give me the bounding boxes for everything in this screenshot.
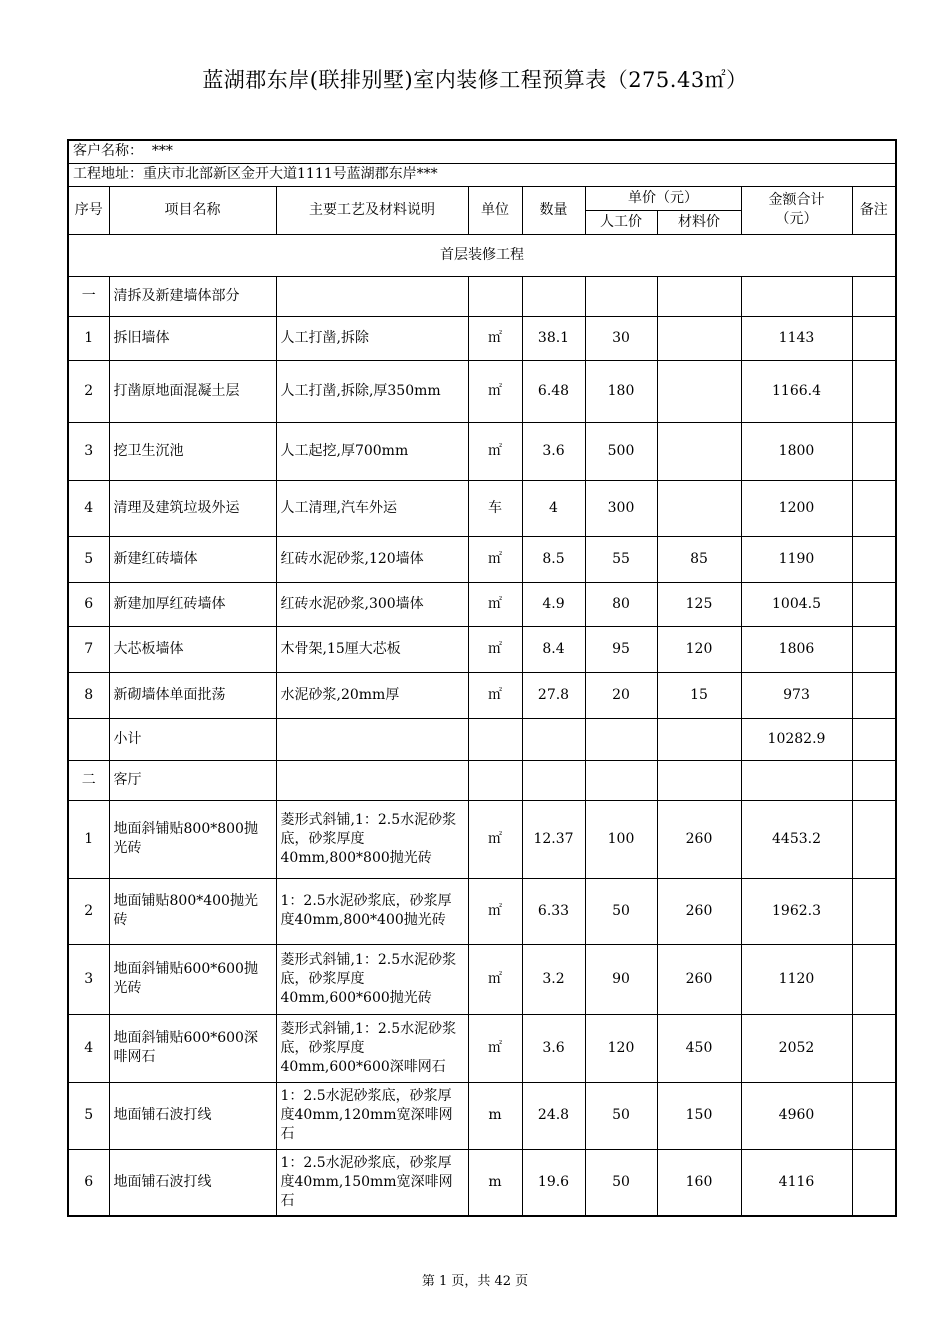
cell-qty: 8.4: [522, 626, 585, 672]
empty-cell: [585, 718, 657, 760]
cell-material: [657, 480, 741, 536]
cell-desc: 1：2.5水泥砂浆底，砂浆厚度40mm,120mm宽深啡网石: [276, 1082, 468, 1149]
cell-name: 拆旧墙体: [109, 316, 276, 360]
group-name: 客厅: [109, 760, 276, 800]
cell-total: 4453.2: [741, 800, 852, 878]
cell-labor: 55: [585, 536, 657, 582]
table-row: [68, 800, 896, 878]
cell-name: 地面铺石波打线: [109, 1149, 276, 1216]
header-desc: 主要工艺及材料说明: [276, 186, 468, 234]
cell-desc: 人工打凿,拆除,厚350mm: [276, 360, 468, 422]
cell-total: 4960: [741, 1082, 852, 1149]
cell-material: 125: [657, 582, 741, 626]
page-footer: 第 1 页，共 42 页: [421, 1274, 529, 1289]
cell-unit: m: [468, 1149, 522, 1216]
cell-desc: 菱形式斜铺,1：2.5水泥砂浆底，砂浆厚度40mm,800*800抛光砖: [276, 800, 468, 878]
cell-total: 1120: [741, 944, 852, 1014]
customer-value: ***: [151, 143, 173, 160]
header-labor: 人工价: [585, 210, 657, 234]
cell-seq: 3: [68, 944, 109, 1014]
cell-seq: 4: [68, 1014, 109, 1082]
cell-qty: 6.48: [522, 360, 585, 422]
cell-seq: 2: [68, 360, 109, 422]
cell-unit: ㎡: [468, 1014, 522, 1082]
section-title: 首层装修工程: [68, 234, 896, 276]
cell-seq: 3: [68, 422, 109, 480]
cell-remark: [852, 800, 896, 878]
cell-qty: 24.8: [522, 1082, 585, 1149]
table-row: [68, 360, 896, 422]
empty-cell: [522, 760, 585, 800]
cell-unit: ㎡: [468, 422, 522, 480]
empty-cell: [468, 276, 522, 316]
header-remark: 备注: [852, 186, 896, 234]
cell-labor: 50: [585, 1082, 657, 1149]
cell-labor: 50: [585, 878, 657, 944]
cell-name: 地面铺贴800*400抛光砖: [109, 878, 276, 944]
table-row: [68, 878, 896, 944]
empty-cell: [276, 760, 468, 800]
cell-seq: 8: [68, 672, 109, 718]
cell-material: [657, 360, 741, 422]
cell-remark: [852, 1082, 896, 1149]
cell-name: 挖卫生沉池: [109, 422, 276, 480]
cell-unit: 车: [468, 480, 522, 536]
cell-unit: ㎡: [468, 316, 522, 360]
cell-qty: 4.9: [522, 582, 585, 626]
cell-remark: [852, 1014, 896, 1082]
empty-cell: [276, 276, 468, 316]
cell-material: 85: [657, 536, 741, 582]
cell-unit: ㎡: [468, 582, 522, 626]
cell-total: 2052: [741, 1014, 852, 1082]
header-unit-price: 单价（元）: [585, 186, 741, 210]
cell-total: 1800: [741, 422, 852, 480]
group-name: 清拆及新建墙体部分: [109, 276, 276, 316]
empty-cell: [468, 718, 522, 760]
cell-material: 160: [657, 1149, 741, 1216]
cell-labor: 20: [585, 672, 657, 718]
table-row: [68, 316, 896, 360]
cell-labor: 120: [585, 1014, 657, 1082]
table-row: [68, 582, 896, 626]
header-qty: 数量: [522, 186, 585, 234]
cell-labor: 90: [585, 944, 657, 1014]
cell-qty: 38.1: [522, 316, 585, 360]
cell-material: 15: [657, 672, 741, 718]
cell-labor: 95: [585, 626, 657, 672]
header-material: 材料价: [657, 210, 741, 234]
empty-cell: [585, 760, 657, 800]
cell-qty: 19.6: [522, 1149, 585, 1216]
cell-total: 1166.4: [741, 360, 852, 422]
subtotal-label: 小计: [109, 718, 276, 760]
cell-qty: 4: [522, 480, 585, 536]
cell-seq: 1: [68, 800, 109, 878]
empty-cell: [852, 276, 896, 316]
cell-material: [657, 422, 741, 480]
cell-remark: [852, 944, 896, 1014]
cell-total: 1190: [741, 536, 852, 582]
cell-material: 260: [657, 800, 741, 878]
address-value: 重庆市北部新区金开大道1111号蓝湖郡东岸***: [143, 166, 438, 182]
table-row: [68, 536, 896, 582]
header-name: 项目名称: [109, 186, 276, 234]
cell-name: 地面铺石波打线: [109, 1082, 276, 1149]
empty-cell: [852, 760, 896, 800]
cell-seq: 7: [68, 626, 109, 672]
cell-desc: 1：2.5水泥砂浆底，砂浆厚度40mm,800*400抛光砖: [276, 878, 468, 944]
cell-seq: 1: [68, 316, 109, 360]
cell-labor: 180: [585, 360, 657, 422]
cell-name: 新建加厚红砖墙体: [109, 582, 276, 626]
empty-cell: [741, 760, 852, 800]
cell-seq: 5: [68, 536, 109, 582]
cell-desc: 菱形式斜铺,1：2.5水泥砂浆底，砂浆厚度40mm,600*600抛光砖: [276, 944, 468, 1014]
cell-unit: ㎡: [468, 800, 522, 878]
cell-qty: 12.37: [522, 800, 585, 878]
empty-cell: [657, 718, 741, 760]
cell-qty: 3.6: [522, 422, 585, 480]
cell-desc: 红砖水泥砂浆,120墙体: [276, 536, 468, 582]
cell-material: 150: [657, 1082, 741, 1149]
cell-seq: 5: [68, 1082, 109, 1149]
empty-cell: [276, 718, 468, 760]
cell-labor: 300: [585, 480, 657, 536]
cell-total: 1200: [741, 480, 852, 536]
empty-cell: [68, 718, 109, 760]
group-row: [68, 276, 896, 316]
cell-material: 120: [657, 626, 741, 672]
cell-total: 973: [741, 672, 852, 718]
table-row: [68, 944, 896, 1014]
empty-cell: [657, 760, 741, 800]
cell-name: 地面斜铺贴600*600深啡网石: [109, 1014, 276, 1082]
group-seq: 一: [68, 276, 109, 316]
cell-material: [657, 316, 741, 360]
empty-cell: [741, 276, 852, 316]
table-row: [68, 422, 896, 480]
cell-seq: 6: [68, 582, 109, 626]
empty-cell: [522, 276, 585, 316]
customer-label: 客户名称：: [73, 143, 143, 160]
address-label: 工程地址：: [73, 166, 143, 182]
empty-cell: [852, 718, 896, 760]
table-row: [68, 672, 896, 718]
cell-unit: ㎡: [468, 626, 522, 672]
cell-labor: 80: [585, 582, 657, 626]
cell-desc: 人工起挖,厚700mm: [276, 422, 468, 480]
cell-name: 新砌墙体单面批荡: [109, 672, 276, 718]
cell-unit: ㎡: [468, 672, 522, 718]
customer-row: [68, 140, 896, 163]
cell-total: 1962.3: [741, 878, 852, 944]
cell-total: 1004.5: [741, 582, 852, 626]
cell-unit: ㎡: [468, 536, 522, 582]
cell-remark: [852, 316, 896, 360]
group-row: [68, 760, 896, 800]
document-title: 蓝湖郡东岸(联排别墅)室内装修工程预算表（275.43㎡）: [202, 68, 748, 92]
cell-labor: 500: [585, 422, 657, 480]
cell-material: 450: [657, 1014, 741, 1082]
cell-desc: 水泥砂浆,20mm厚: [276, 672, 468, 718]
cell-desc: 红砖水泥砂浆,300墙体: [276, 582, 468, 626]
cell-desc: 人工打凿,拆除: [276, 316, 468, 360]
cell-desc: 1：2.5水泥砂浆底，砂浆厚度40mm,150mm宽深啡网石: [276, 1149, 468, 1216]
cell-desc: 木骨架,15厘大芯板: [276, 626, 468, 672]
cell-seq: 4: [68, 480, 109, 536]
cell-labor: 100: [585, 800, 657, 878]
cell-desc: 菱形式斜铺,1：2.5水泥砂浆底，砂浆厚度40mm,600*600深啡网石: [276, 1014, 468, 1082]
subtotal-row: [68, 718, 896, 760]
cell-qty: 3.2: [522, 944, 585, 1014]
cell-name: 新建红砖墙体: [109, 536, 276, 582]
address-row: [68, 163, 896, 186]
cell-remark: [852, 480, 896, 536]
cell-labor: 30: [585, 316, 657, 360]
cell-desc: 人工清理,汽车外运: [276, 480, 468, 536]
cell-name: 打凿原地面混凝土层: [109, 360, 276, 422]
cell-remark: [852, 422, 896, 480]
cell-qty: 27.8: [522, 672, 585, 718]
table-row: [68, 1082, 896, 1149]
cell-unit: ㎡: [468, 944, 522, 1014]
cell-unit: ㎡: [468, 360, 522, 422]
empty-cell: [657, 276, 741, 316]
cell-name: 地面斜铺贴600*600抛光砖: [109, 944, 276, 1014]
cell-seq: 6: [68, 1149, 109, 1216]
cell-qty: 8.5: [522, 536, 585, 582]
cell-name: 大芯板墙体: [109, 626, 276, 672]
cell-total: 4116: [741, 1149, 852, 1216]
cell-remark: [852, 672, 896, 718]
table-row: [68, 626, 896, 672]
empty-cell: [522, 718, 585, 760]
group-seq: 二: [68, 760, 109, 800]
table-row: [68, 480, 896, 536]
cell-remark: [852, 582, 896, 626]
budget-table: [67, 139, 897, 1217]
cell-material: 260: [657, 878, 741, 944]
cell-remark: [852, 626, 896, 672]
cell-name: 清理及建筑垃圾外运: [109, 480, 276, 536]
header-row: [68, 186, 896, 210]
cell-remark: [852, 1149, 896, 1216]
subtotal-value: 10282.9: [741, 718, 852, 760]
section-title-row: [68, 234, 896, 276]
cell-remark: [852, 878, 896, 944]
cell-labor: 50: [585, 1149, 657, 1216]
header-seq: 序号: [68, 186, 109, 234]
cell-remark: [852, 360, 896, 422]
header-unit: 单位: [468, 186, 522, 234]
cell-total: 1143: [741, 316, 852, 360]
empty-cell: [468, 760, 522, 800]
cell-material: 260: [657, 944, 741, 1014]
empty-cell: [585, 276, 657, 316]
cell-unit: m: [468, 1082, 522, 1149]
table-row: [68, 1149, 896, 1216]
cell-total: 1806: [741, 626, 852, 672]
cell-remark: [852, 536, 896, 582]
cell-qty: 6.33: [522, 878, 585, 944]
cell-name: 地面斜铺贴800*800抛光砖: [109, 800, 276, 878]
header-total: 金额合计（元）: [741, 186, 852, 234]
table-row: [68, 1014, 896, 1082]
cell-unit: ㎡: [468, 878, 522, 944]
cell-qty: 3.6: [522, 1014, 585, 1082]
cell-seq: 2: [68, 878, 109, 944]
